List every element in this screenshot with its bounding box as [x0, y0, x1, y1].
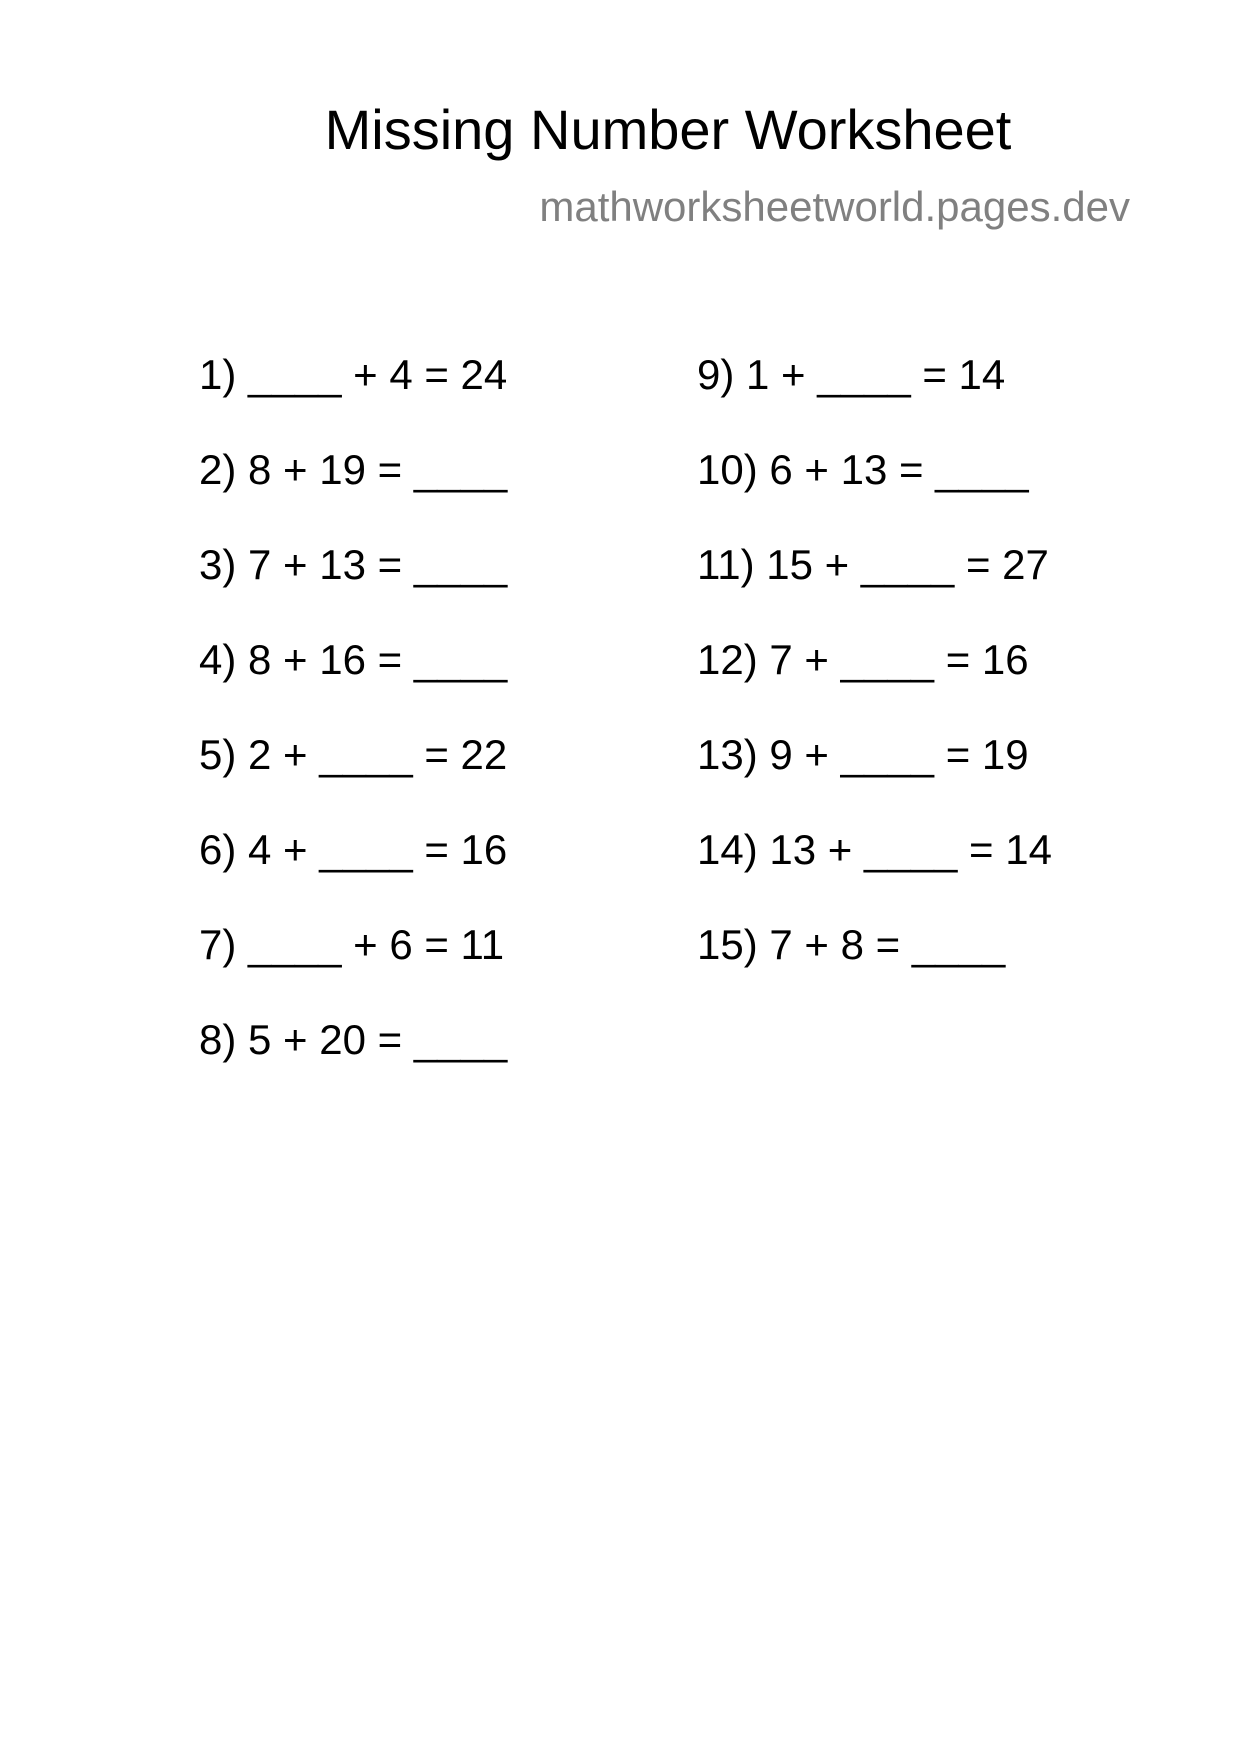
problem-8: 8) 5 + 20 = ____ — [199, 1016, 508, 1063]
worksheet-title: Missing Number Worksheet — [324, 98, 1012, 161]
problem-15: 15) 7 + 8 = ____ — [697, 921, 1006, 968]
problem-13: 13) 9 + ____ = 19 — [697, 731, 1029, 778]
problem-2: 2) 8 + 19 = ____ — [199, 446, 508, 493]
problem-4: 4) 8 + 16 = ____ — [199, 636, 508, 683]
problem-3: 3) 7 + 13 = ____ — [199, 541, 508, 588]
problem-14: 14) 13 + ____ = 14 — [697, 826, 1052, 873]
problem-12: 12) 7 + ____ = 16 — [697, 636, 1029, 683]
problem-column-right — [697, 350, 1052, 1015]
problem-6: 6) 4 + ____ = 16 — [199, 826, 508, 873]
problem-5: 5) 2 + ____ = 22 — [199, 731, 508, 778]
problem-1: 1) ____ + 4 = 24 — [199, 351, 508, 398]
source-site: mathworksheetworld.pages.dev — [539, 183, 1130, 230]
problem-11: 11) 15 + ____ = 27 — [697, 541, 1049, 588]
problem-9: 9) 1 + ____ = 14 — [697, 351, 1006, 398]
problem-10: 10) 6 + 13 = ____ — [697, 446, 1029, 493]
problem-7: 7) ____ + 6 = 11 — [199, 921, 505, 968]
problem-column-left — [199, 350, 507, 1110]
